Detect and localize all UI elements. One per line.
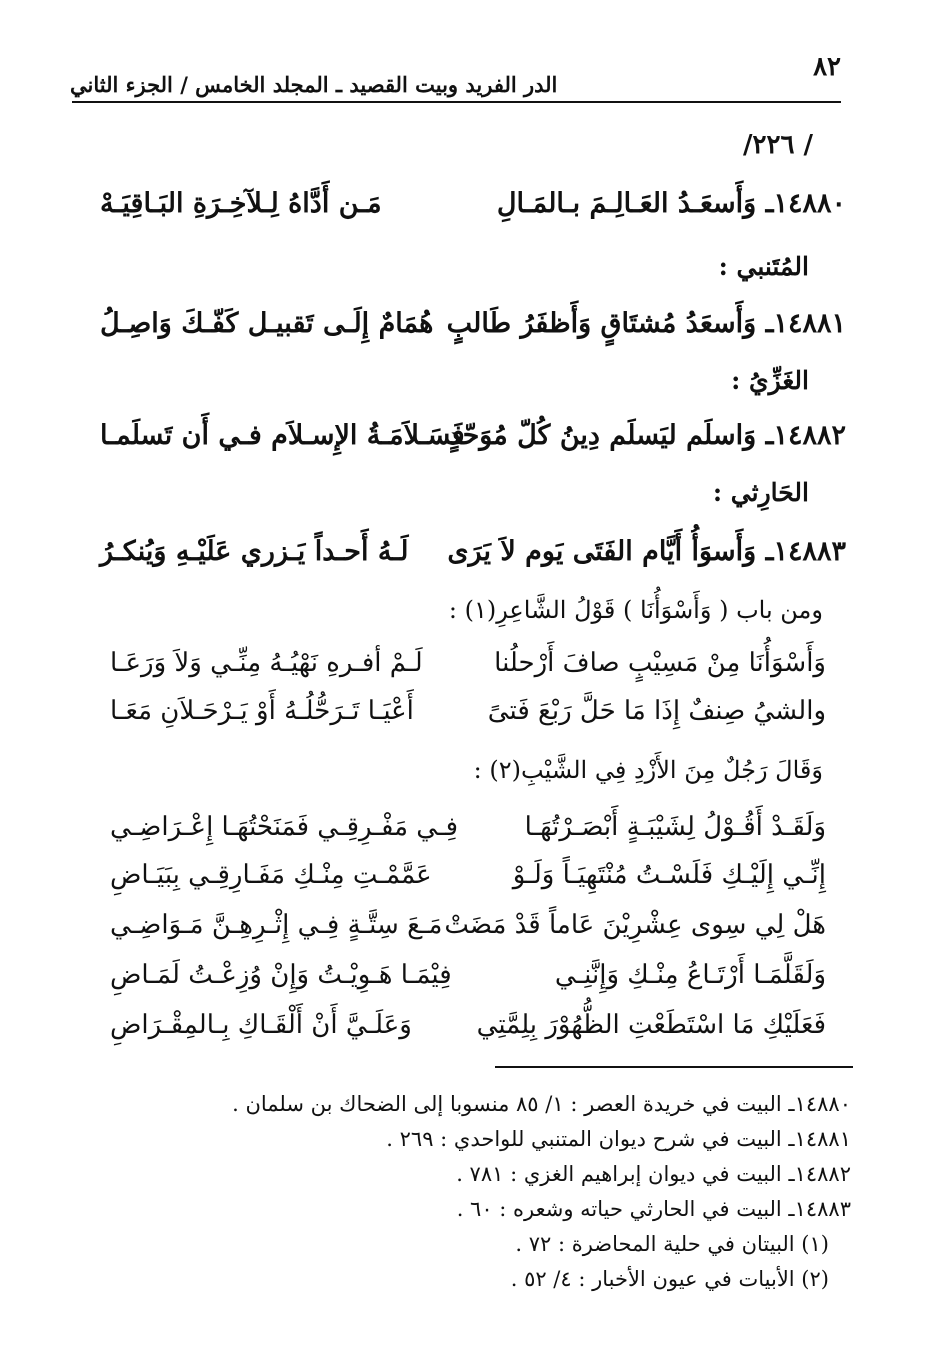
verse-hemistich-second: فَسَـلاَمَـةُ الإِسـلاَم فـي أَن تَسلَمـا <box>100 420 465 451</box>
verse-hemistich-second: لَـمْ أفـرهِ نَهْيُـهُ مِنِّـي وَلاَ وَرَعَـا <box>110 648 423 678</box>
section-intro: ومن باب ( وَأَسْوَأُنَا ) قَوْلُ الشَّاعِرِ(١) : <box>448 596 823 624</box>
verse-hemistich-first: ١٤٨٨٣ـ وَأَسوَأُ أَيَّام الفَتَى يَوم لاَ يَرَى <box>447 536 846 567</box>
verse-hemistich-first: فَعَلَيْكِ مَا اسْتَطَعْتِ الظُّهُوْرَ بِلِمَّتِي <box>476 1010 826 1040</box>
verse-hemistich-second: أَعْيَـا تَـرَحُّلُـهُ أَوْ يَـرْحَـلاَنِ مَعَـا <box>110 696 414 726</box>
verse-hemistich-second: وَعَلَـيَّ أَنْ أَلْقَـاكِ بِـالمِقْـرَاضِ <box>110 1010 412 1040</box>
poet-name: المُتَنبي : <box>718 252 809 281</box>
verse-hemistich-first: وَأَسْوَأُنَا مِنْ مَسِيْبٍ صافَ أَرْحلُنا <box>494 648 826 678</box>
verse-hemistich-second: فِيْمَـا هَـوِيْـتُ وَإِنْ وُزِعْـتُ لَمَـاضِ <box>110 960 452 990</box>
footnote: ١٤٨٨٢ـ البيت في ديوان إبراهيم الغزي : ٧٨١ . <box>456 1162 851 1186</box>
footnote-divider <box>495 1066 853 1068</box>
page-header <box>70 52 841 97</box>
section-intro: وَقَالَ رَجُلٌ مِنَ الأَزْدِ فِي الشَّيْبِ(٢) : <box>473 756 823 784</box>
running-title: الدر الفريد وبيت القصيد ـ المجلد الخامس / الجزء الثاني <box>70 72 558 97</box>
verse-hemistich-second: مَـعَ سِتَّـةٍ فِـي إِثْـرِهِـنَّ مَـوَاضِـي <box>110 910 443 940</box>
footnote: ١٤٨٨١ـ البيت في شرح ديوان المتنبي للواحدي : ٢٦٩ . <box>386 1127 851 1151</box>
footnote: (٢) الأبيات في عيون الأخبار : ٤/ ٥٢ . <box>510 1267 829 1291</box>
verse-hemistich-first: هَلْ لِي سِوى عِشْرِيْنَ عَاماً قَدْ مَضَتْ <box>444 910 826 940</box>
verse-hemistich-first: ١٤٨٨٢ـ وَاسلَم ليَسلَم دِينُ كُلّ مُوَحّدٍ <box>448 420 846 451</box>
footnote: (١) البيتان في حلية المحاضرة : ٧٢ . <box>515 1232 829 1256</box>
verse-number: ١٤٨٨٣ـ <box>765 536 846 567</box>
verse-hemistich-first: ١٤٨٨١ـ وَأَسعَدُ مُشتَاقٍ وَأَظفَرُ طَالبٍ <box>446 308 846 339</box>
poet-name: الغَزِّيُ : <box>731 366 809 395</box>
footnote: ١٤٨٨٣ـ البيت في الحارثي حياته وشعره : ٦٠ . <box>456 1197 851 1221</box>
verse-hemistich-first: وَلَقَـدْ أَقُـوْلُ لِشَيْبَـةٍ أَبْصَـرْتُهَـا <box>524 812 826 842</box>
manuscript-reference: / ٢٢٦/ <box>743 130 813 160</box>
verse-hemistich-second: لَـهُ أَحـداً يَـزري عَلَيْـهِ وَيُنكـرُ <box>100 536 409 567</box>
verse-hemistich-second: مَـن أَدَّاهُ لِـلآخِـرَةِ البَـاقِيَـهْ <box>100 188 382 219</box>
verse-number: ١٤٨٨٢ـ <box>765 420 846 451</box>
footnote: ١٤٨٨٠ـ البيت في خريدة العصر : ١/ ٨٥ منسوبا إلى الضحاك بن سلمان . <box>232 1092 851 1116</box>
verse-hemistich-first: وَلَقَلَّمَـا أَرْتَـاعُ مِنْـكِ وَإِنَّنِـي <box>554 960 826 990</box>
verse-hemistich-second: عَمَّمْـتِ مِنْـكِ مَفَـارِقِـي بِبَيَـاضِ <box>110 860 432 890</box>
header-divider <box>72 101 841 103</box>
verse-hemistich-second: هُمَامٌ إِلَـى تَقبيـل كَفّـكَ وَاصِـلُ <box>100 308 434 339</box>
verse-number: ١٤٨٨٠ـ <box>765 188 846 219</box>
verse-hemistich-first: والشيُ صِنفٌ إِذَا مَا حَلَّ رَبْعَ فَتىً <box>487 696 826 726</box>
poet-name: الحَارِثي : <box>712 478 809 507</box>
verse-hemistich-first: إِنِّـي إِلَيْـكِ فَلَسْـتُ مُنْتَهِيَـاً وَلَـوْ <box>512 860 826 890</box>
verse-number: ١٤٨٨١ـ <box>765 308 846 339</box>
verse-hemistich-first: ١٤٨٨٠ـ وَأَسعَـدُ العَـالِـمَ بـالمَـالِ <box>496 188 846 219</box>
page-number: ٨٢ <box>813 52 841 82</box>
verse-hemistich-second: فِـي مَفْـرِقِـي فَمَنَحْتُهَـا إِعْـرَاضِـي <box>110 812 459 842</box>
